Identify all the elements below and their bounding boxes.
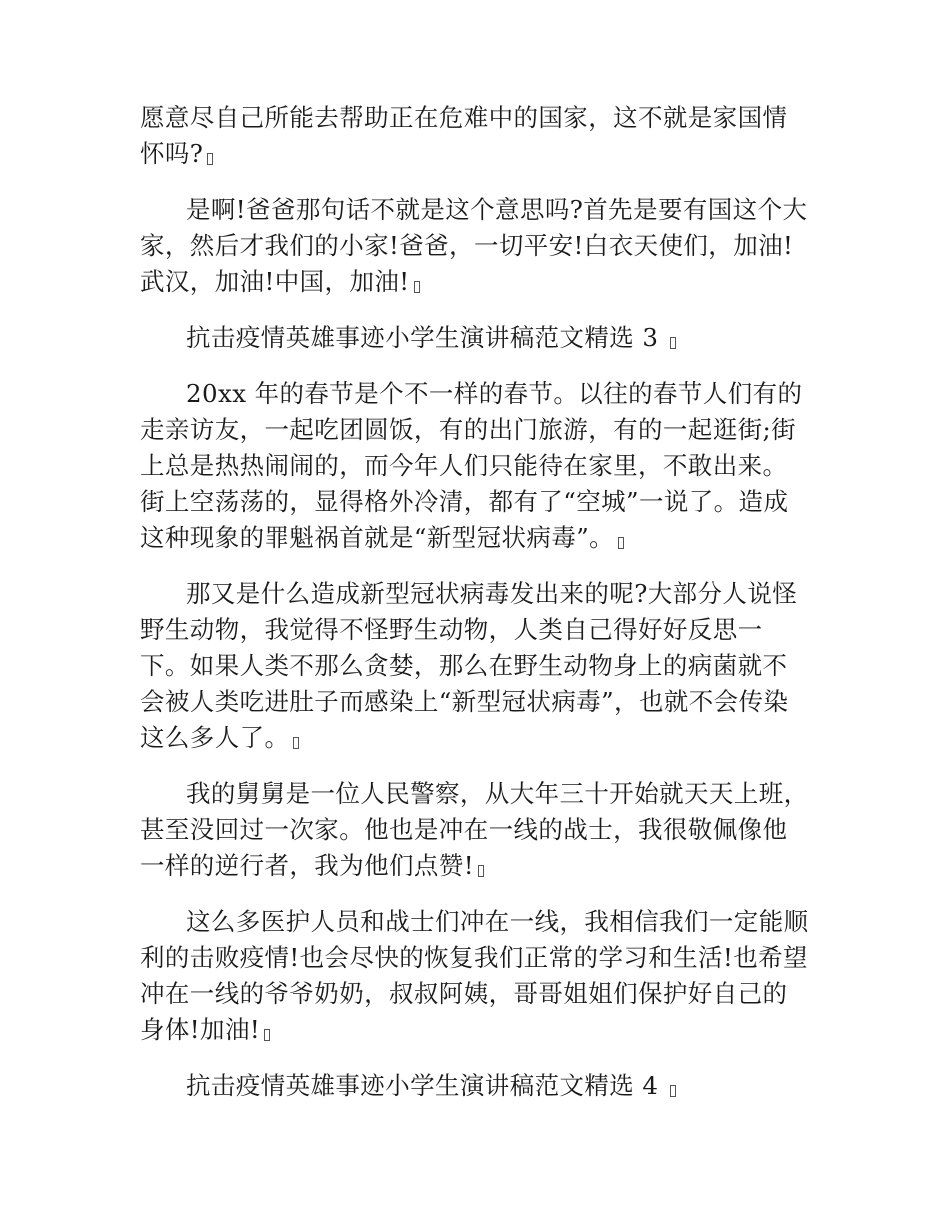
paragraph-mark-icon: [293, 737, 299, 749]
paragraph-text: 我的舅舅是一位人民警察，从大年三十开始就天天上班，甚至没回过一次家。他也是冲在一线的战士，我很敬佩像他一样的逆行者，我为他们点赞!: [140, 779, 809, 880]
paragraph: [140, 904, 810, 1048]
paragraph: [140, 576, 810, 756]
paragraph-mark-icon: [670, 1085, 676, 1097]
paragraph-mark-icon: [414, 281, 420, 293]
paragraph: [140, 776, 810, 884]
paragraph-text: 这么多医护人员和战士们冲在一线，我相信我们一定能顺利的击败疫情!也会尽快的恢复我们正常的学习和生活!也希望冲在一线的爷爷奶奶，叔叔阿姨，哥哥姐姐们保护好自己的身体!加油!: [140, 907, 809, 1044]
paragraph-mark-icon: [670, 337, 676, 349]
paragraph-mark-icon: [207, 153, 213, 165]
paragraph-text: 那又是什么造成新型冠状病毒发出来的呢?大部分人说怪野生动物，我觉得不怪野生动物，人类自己得好好反思一下。如果人类不那么贪婪，那么在野生动物身上的病菌就不会被人类吃进肚子而感染上“新型冠状病毒”，也就不会传染这么多人了。: [140, 579, 798, 752]
paragraph: [140, 376, 810, 556]
section-heading: [140, 1068, 810, 1104]
paragraph-mark-icon: [264, 1029, 270, 1041]
heading-text: 抗击疫情英雄事迹小学生演讲稿范文精选 3: [186, 323, 659, 352]
paragraph-mark-icon: [618, 537, 624, 549]
paragraph: [140, 192, 810, 300]
paragraph-text: 是啊!爸爸那句话不就是这个意思吗?首先是要有国这个大家，然后才我们的小家!爸爸，一切平安!白衣天使们，加油!武汉，加油!中国，加油!: [140, 195, 808, 296]
paragraph-mark-icon: [478, 865, 484, 877]
heading-text: 抗击疫情英雄事迹小学生演讲稿范文精选 4: [186, 1071, 659, 1100]
paragraph-continuation: [140, 100, 810, 172]
paragraph-text: 20xx 年的春节是个不一样的春节。以往的春节人们有的走亲访友，一起吃团圆饭，有的出门旅游，有的一起逛街;街上总是热热闹闹的，而今年人们只能待在家里，不敢出来。街上空荡荡的，显得格外冷清，都有了“空城”一说了。造成这种现象的罪魁祸首就是“新型冠状病毒”。: [140, 379, 803, 552]
section-heading: [140, 320, 810, 356]
paragraph-text: 愿意尽自己所能去帮助正在危难中的国家，这不就是家国情怀吗?: [140, 103, 788, 168]
